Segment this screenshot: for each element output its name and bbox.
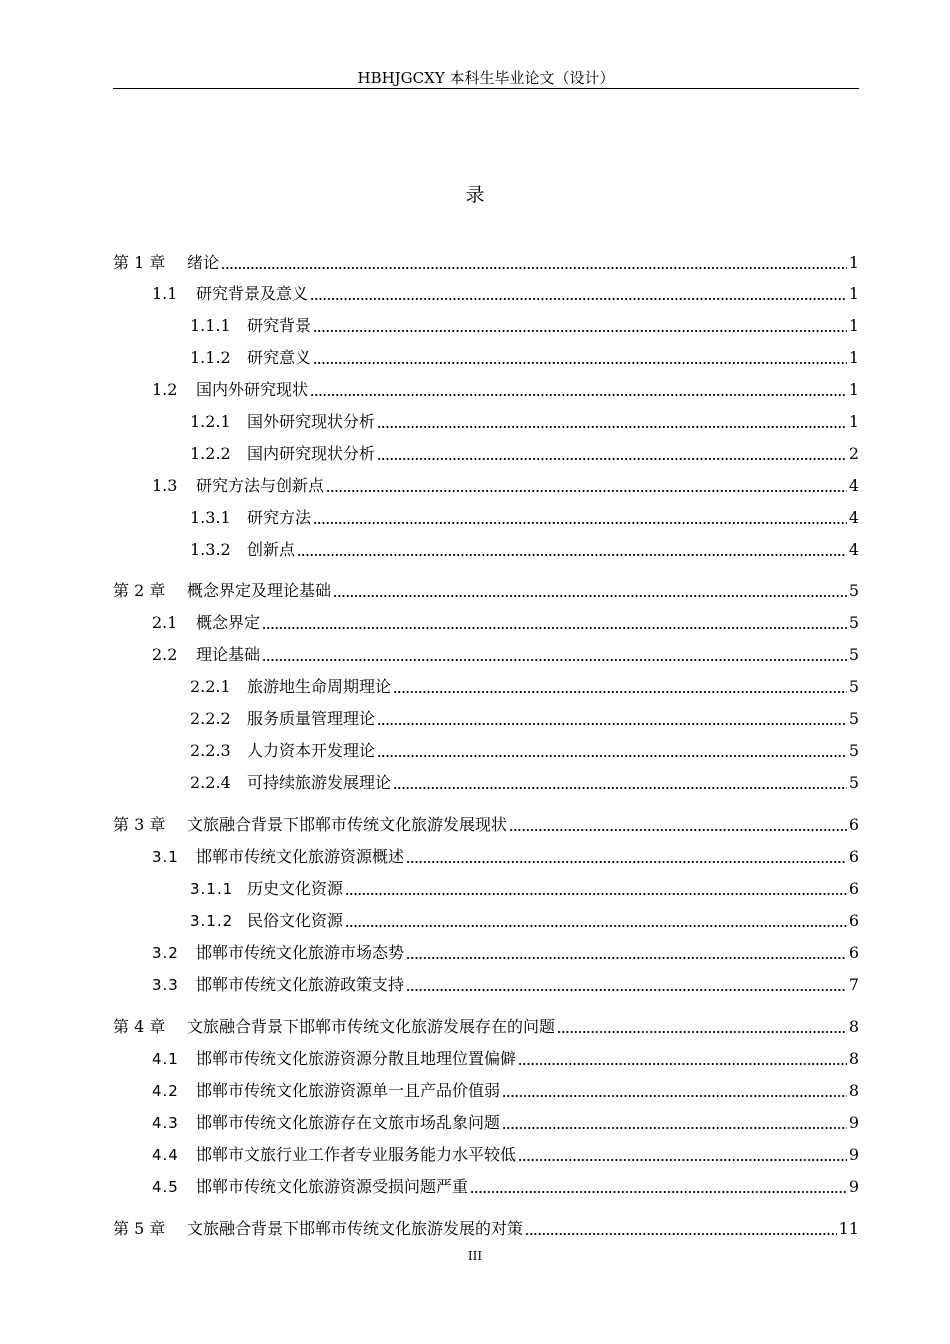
toc-section-entry[interactable]	[113, 439, 859, 465]
toc-chapter-entry[interactable]	[113, 576, 859, 602]
toc-entry-number: 3.1.2	[190, 912, 234, 930]
toc-section-entry[interactable]	[113, 704, 859, 730]
toc-section-entry[interactable]	[113, 768, 859, 794]
toc-entry-title: 绪论	[187, 253, 220, 272]
toc-section-entry[interactable]	[113, 842, 859, 868]
toc-dot-leader	[377, 754, 847, 758]
toc-dot-leader	[377, 425, 847, 429]
toc-entry-number: 3.3	[152, 976, 179, 994]
toc-entry-title: 邯郸市传统文化旅游资源受损问题严重	[196, 1177, 469, 1196]
toc-entry-title: 可持续旅游发展理论	[247, 773, 392, 792]
toc-entry-title: 国外研究现状分析	[247, 412, 376, 431]
toc-entry-page: 8	[848, 1017, 859, 1036]
toc-dot-leader	[345, 892, 847, 896]
toc-entry-page: 1	[848, 380, 859, 399]
toc-entry-number: 2.2.4	[190, 773, 231, 792]
toc-entry-number: 2.1	[152, 613, 178, 632]
toc-entry-title: 邯郸市传统文化旅游资源概述	[196, 847, 405, 866]
toc-entry-number: 1.3.2	[190, 540, 231, 559]
toc-entry-number: 2.2.2	[190, 709, 231, 728]
toc-entry-number: 3.1	[152, 848, 179, 866]
toc-dot-leader	[345, 924, 847, 928]
toc-entry-number: 3.1.1	[190, 880, 234, 898]
toc-entry-page: 1	[848, 284, 859, 303]
toc-entry-title: 邯郸市传统文化旅游市场态势	[196, 943, 405, 962]
toc-section-entry[interactable]	[113, 343, 859, 369]
toc-section-entry[interactable]	[113, 608, 859, 634]
toc-entry-title: 文旅融合背景下邯郸市传统文化旅游发展存在的问题	[187, 1017, 556, 1036]
toc-dot-leader	[557, 1030, 847, 1034]
toc-entry-title: 邯郸市传统文化旅游政策支持	[196, 975, 405, 994]
toc-entry-number: 1.1	[152, 284, 178, 303]
toc-entry-number: 1.1.2	[190, 348, 231, 367]
toc-section-entry[interactable]	[113, 1108, 859, 1134]
toc-entry-number: 第 4 章	[113, 1017, 166, 1036]
toc-entry-title: 概念界定及理论基础	[187, 581, 332, 600]
toc-entry-number: 4.3	[152, 1114, 179, 1132]
toc-dot-leader	[470, 1190, 847, 1194]
toc-entry-title: 历史文化资源	[247, 879, 344, 898]
toc-dot-leader	[313, 329, 847, 333]
toc-entry-title: 文旅融合背景下邯郸市传统文化旅游发展的对策	[187, 1219, 524, 1238]
toc-dot-leader	[525, 1232, 837, 1236]
toc-entry-title: 邯郸市文旅行业工作者专业服务能力水平较低	[196, 1145, 517, 1164]
toc-entry-number: 2.2	[152, 645, 178, 664]
toc-entry-page: 5	[848, 741, 859, 760]
toc-section-entry[interactable]	[113, 1140, 859, 1166]
toc-entry-number: 1.1.1	[190, 316, 231, 335]
toc-entry-page: 5	[848, 645, 859, 664]
toc-title: 录	[465, 184, 485, 206]
toc-dot-leader	[313, 521, 847, 525]
toc-entry-number: 第 2 章	[113, 581, 166, 600]
toc-dot-leader	[310, 297, 847, 301]
toc-entry-number: 1.2	[152, 380, 178, 399]
toc-dot-leader	[310, 393, 847, 397]
toc-entry-title: 研究意义	[247, 348, 312, 367]
toc-entry-title: 国内外研究现状	[196, 380, 309, 399]
toc-entry-page: 5	[848, 709, 859, 728]
toc-entry-page: 8	[848, 1081, 859, 1100]
toc-entry-title: 概念界定	[196, 613, 261, 632]
toc-entry-title: 研究背景及意义	[196, 284, 309, 303]
toc-entry-page: 1	[848, 348, 859, 367]
toc-dot-leader	[406, 988, 847, 992]
toc-entry-page: 9	[848, 1177, 859, 1196]
toc-dot-leader	[518, 1062, 847, 1066]
toc-section-entry[interactable]	[113, 640, 859, 666]
toc-entry-page: 6	[848, 815, 859, 834]
toc-chapter-entry[interactable]	[113, 810, 859, 836]
toc-section-entry[interactable]	[113, 938, 859, 964]
toc-entry-page: 9	[848, 1145, 859, 1164]
toc-entry-number: 2.2.3	[190, 741, 231, 760]
toc-entry-number: 1.2.2	[190, 444, 231, 463]
toc-section-entry[interactable]	[113, 1172, 859, 1198]
toc-entry-page: 5	[848, 613, 859, 632]
toc-entry-title: 邯郸市传统文化旅游资源单一且产品价值弱	[196, 1081, 501, 1100]
toc-entry-page: 6	[848, 943, 859, 962]
toc-dot-leader	[393, 786, 847, 790]
toc-entry-number: 4.1	[152, 1050, 179, 1068]
toc-dot-leader	[326, 489, 847, 493]
toc-dot-leader	[393, 690, 847, 694]
toc-entry-page: 5	[848, 581, 859, 600]
toc-entry-title: 旅游地生命周期理论	[247, 677, 392, 696]
toc-entry-title: 邯郸市传统文化旅游资源分散且地理位置偏僻	[196, 1049, 517, 1068]
toc-dot-leader	[502, 1126, 847, 1130]
toc-chapter-entry[interactable]	[113, 248, 859, 274]
toc-section-entry[interactable]	[113, 672, 859, 698]
toc-entry-title: 服务质量管理理论	[247, 709, 376, 728]
toc-section-entry[interactable]	[113, 736, 859, 762]
toc-entry-title: 研究方法与创新点	[196, 476, 325, 495]
toc-section-entry[interactable]	[113, 407, 859, 433]
toc-entry-number: 4.2	[152, 1082, 179, 1100]
toc-entry-page: 5	[848, 677, 859, 696]
toc-entry-title: 创新点	[247, 540, 296, 559]
toc-section-entry[interactable]	[113, 311, 859, 337]
toc-dot-leader	[262, 658, 847, 662]
toc-entry-page: 7	[848, 975, 859, 994]
toc-entry-number: 1.3	[152, 476, 178, 495]
toc-entry-number: 第 5 章	[113, 1219, 166, 1238]
toc-chapter-entry[interactable]	[113, 1214, 859, 1240]
toc-entry-title: 研究方法	[247, 508, 312, 527]
toc-dot-leader	[509, 828, 847, 832]
toc-section-entry[interactable]	[113, 874, 859, 900]
toc-entry-title: 民俗文化资源	[247, 911, 344, 930]
toc-dot-leader	[333, 594, 847, 598]
toc-entry-number: 第 3 章	[113, 815, 166, 834]
toc-entry-number: 1.3.1	[190, 508, 231, 527]
toc-entry-page: 1	[848, 412, 859, 431]
toc-entry-number: 2.2.1	[190, 677, 231, 696]
toc-dot-leader	[518, 1158, 847, 1162]
toc-entry-page: 6	[848, 879, 859, 898]
toc-entry-title: 理论基础	[196, 645, 261, 664]
toc-dot-leader	[313, 361, 847, 365]
toc-dot-leader	[221, 266, 847, 270]
toc-section-entry[interactable]	[113, 535, 859, 561]
toc-dot-leader	[377, 722, 847, 726]
toc-section-entry[interactable]	[113, 1044, 859, 1070]
toc-entry-title: 文旅融合背景下邯郸市传统文化旅游发展现状	[187, 815, 508, 834]
toc-section-entry[interactable]	[113, 471, 859, 497]
toc-section-entry[interactable]	[113, 375, 859, 401]
toc-entry-page: 5	[848, 773, 859, 792]
toc-entry-title: 邯郸市传统文化旅游存在文旅市场乱象问题	[196, 1113, 501, 1132]
toc-entry-number: 4.5	[152, 1178, 179, 1196]
toc-entry-page: 11	[838, 1219, 859, 1238]
toc-dot-leader	[262, 626, 847, 630]
toc-entry-number: 1.2.1	[190, 412, 231, 431]
toc-entry-number: 3.2	[152, 944, 179, 962]
toc-entry-title: 人力资本开发理论	[247, 741, 376, 760]
toc-dot-leader	[297, 553, 847, 557]
toc-entry-number: 4.4	[152, 1146, 179, 1164]
toc-entry-page: 4	[848, 508, 859, 527]
toc-section-entry[interactable]	[113, 279, 859, 305]
toc-section-entry[interactable]	[113, 503, 859, 529]
toc-entry-title: 国内研究现状分析	[247, 444, 376, 463]
toc-entry-title: 研究背景	[247, 316, 312, 335]
toc-entry-page: 6	[848, 911, 859, 930]
toc-section-entry[interactable]	[113, 970, 859, 996]
toc-entry-page: 2	[848, 444, 859, 463]
page-header: HBHJGCXY 本科生毕业论文（设计）	[113, 68, 859, 89]
toc-section-entry[interactable]	[113, 906, 859, 932]
toc-entry-page: 1	[848, 316, 859, 335]
toc-dot-leader	[406, 860, 847, 864]
toc-section-entry[interactable]	[113, 1076, 859, 1102]
toc-entry-page: 6	[848, 847, 859, 866]
toc-entry-page: 4	[848, 540, 859, 559]
toc-entry-page: 9	[848, 1113, 859, 1132]
toc-entry-page: 1	[848, 253, 859, 272]
toc-entry-number: 第 1 章	[113, 253, 166, 272]
toc-entry-page: 8	[848, 1049, 859, 1068]
page-number: III	[467, 1249, 483, 1263]
toc-chapter-entry[interactable]	[113, 1012, 859, 1038]
toc-dot-leader	[502, 1094, 847, 1098]
toc-entry-page: 4	[848, 476, 859, 495]
toc-dot-leader	[406, 956, 847, 960]
toc-dot-leader	[377, 457, 847, 461]
